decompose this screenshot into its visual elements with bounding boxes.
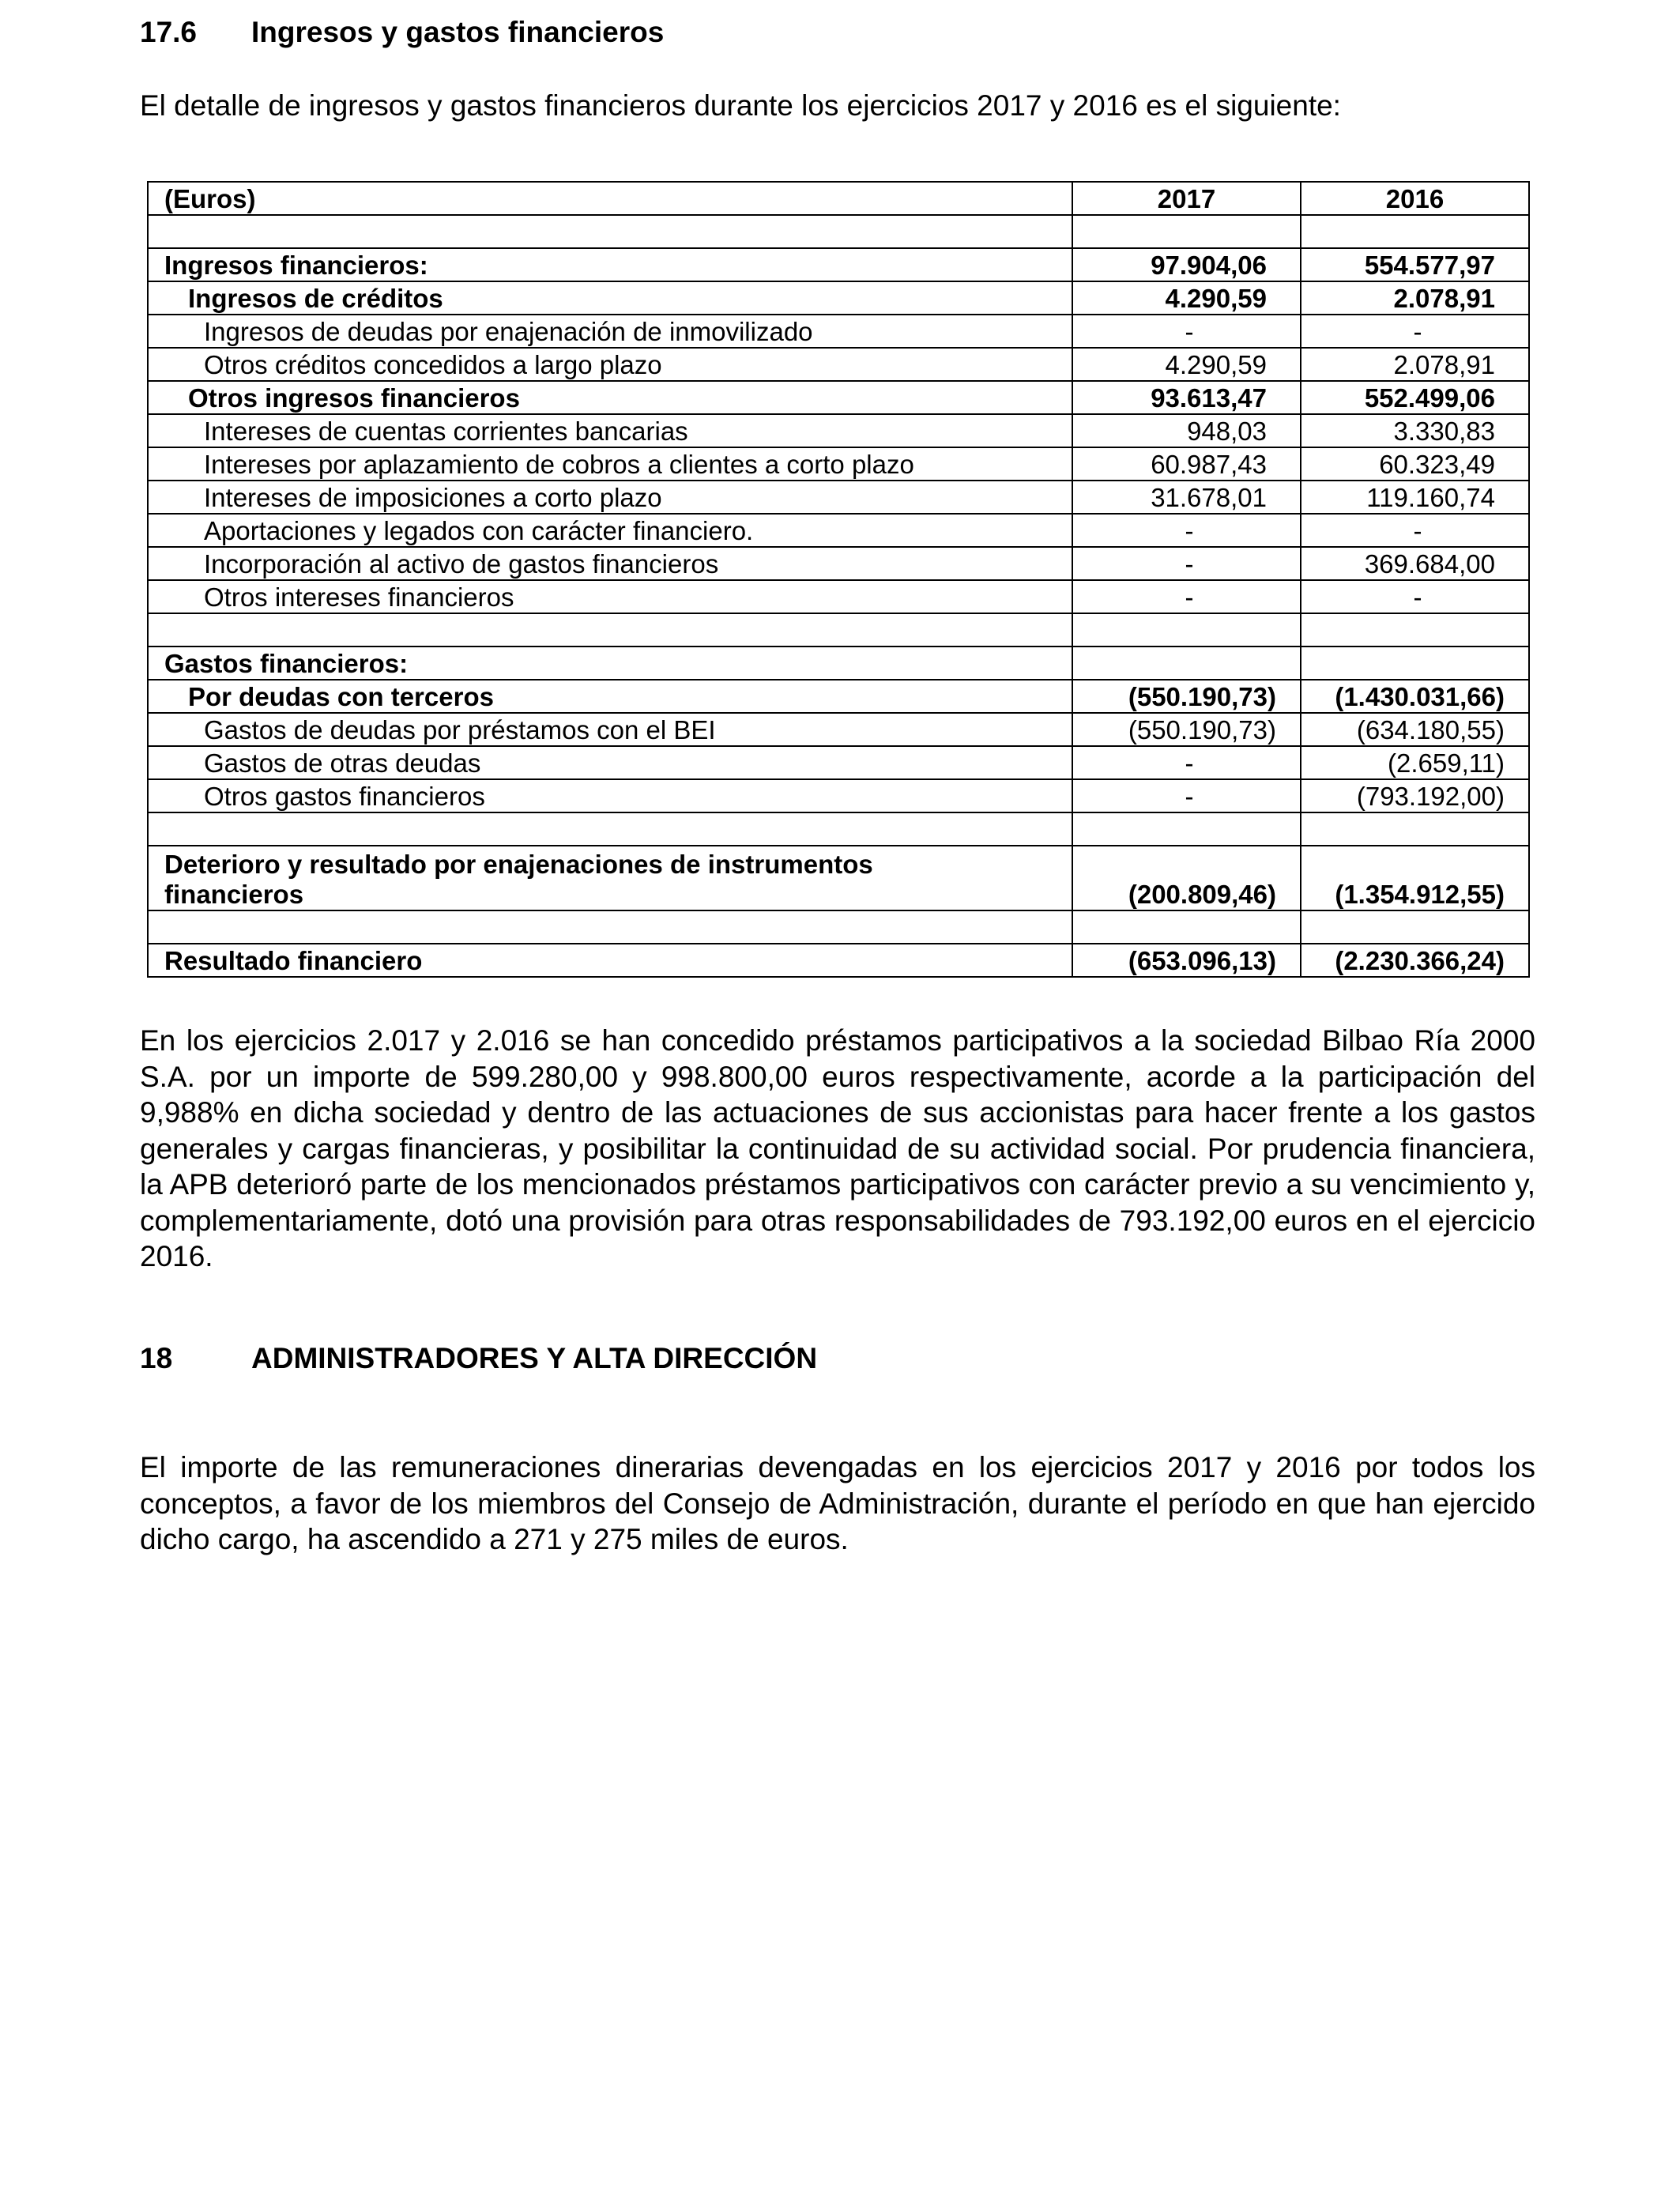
table-row-resultado-financiero bbox=[148, 944, 1529, 977]
row-label: Intereses de imposiciones a corto plazo bbox=[148, 481, 1072, 514]
table-row bbox=[148, 779, 1529, 812]
row-label bbox=[148, 910, 1072, 944]
row-label: Otros créditos concedidos a largo plazo bbox=[148, 348, 1072, 381]
row-value-2017: (200.809,46) bbox=[1072, 846, 1301, 910]
row-label bbox=[148, 613, 1072, 647]
table-row bbox=[148, 547, 1529, 580]
row-value-2016: (2.230.366,24) bbox=[1301, 944, 1529, 977]
row-value-2017: - bbox=[1072, 746, 1301, 779]
row-value-2016: 3.330,83 bbox=[1301, 414, 1529, 447]
table-row-spacer bbox=[148, 812, 1529, 846]
table-row bbox=[148, 514, 1529, 547]
row-label: Gastos de otras deudas bbox=[148, 746, 1072, 779]
row-value-2017: - bbox=[1072, 547, 1301, 580]
row-label: Ingresos de créditos bbox=[148, 281, 1072, 315]
row-value-2016: 554.577,97 bbox=[1301, 248, 1529, 281]
row-value-2016 bbox=[1301, 647, 1529, 680]
row-value-2017 bbox=[1072, 812, 1301, 846]
row-value-2017 bbox=[1072, 910, 1301, 944]
row-value-2016: 369.684,00 bbox=[1301, 547, 1529, 580]
row-value-2017 bbox=[1072, 647, 1301, 680]
header-2017-cell: 2017 bbox=[1072, 182, 1301, 215]
table-row-ingresos-financieros bbox=[148, 248, 1529, 281]
section-number: 18 bbox=[140, 1342, 173, 1374]
header-label-cell: (Euros) bbox=[148, 182, 1072, 215]
table-row-spacer bbox=[148, 910, 1529, 944]
row-label: Intereses por aplazamiento de cobros a clientes a corto plazo bbox=[148, 447, 1072, 481]
row-label: Incorporación al activo de gastos financieros bbox=[148, 547, 1072, 580]
row-value-2017: (550.190,73) bbox=[1072, 680, 1301, 713]
table-header-row bbox=[148, 182, 1529, 215]
row-value-2016: (793.192,00) bbox=[1301, 779, 1529, 812]
section-title: ADMINISTRADORES Y ALTA DIRECCIÓN bbox=[251, 1342, 818, 1374]
row-label: Gastos financieros: bbox=[148, 647, 1072, 680]
table-row-gastos-financieros bbox=[148, 647, 1529, 680]
row-value-2016: (1.354.912,55) bbox=[1301, 846, 1529, 910]
row-value-2016 bbox=[1301, 613, 1529, 647]
loans-paragraph: En los ejercicios 2.017 y 2.016 se han concedido préstamos participativos a la sociedad Bilbao Ría 2000 S.A. por un importe de 599.280,00 y 998.800,00 euros respectivamente, acorde a la participación del 9,988% en dicha sociedad y dentro de las actuaciones de sus accionistas para hacer frente a los gastos generales y cargas financieras, y posibilitar la continuidad de su actividad social. Por prudencia financiera, la APB deterioró parte de los mencionados préstamos participativos con carácter previo a su vencimiento y, complementariamente, dotó una provisión para otras responsabilidades de 793.192,00 euros en el ejercicio 2016. bbox=[140, 1024, 1535, 1272]
table-row-ingresos-creditos bbox=[148, 281, 1529, 315]
row-value-2016 bbox=[1301, 910, 1529, 944]
row-value-2016 bbox=[1301, 215, 1529, 248]
row-label: Ingresos de deudas por enajenación de inmovilizado bbox=[148, 315, 1072, 348]
row-value-2016: (1.430.031,66) bbox=[1301, 680, 1529, 713]
row-value-2017: 60.987,43 bbox=[1072, 447, 1301, 481]
header-2016-cell: 2016 bbox=[1301, 182, 1529, 215]
row-value-2016: (634.180,55) bbox=[1301, 713, 1529, 746]
section-heading-17-6 bbox=[140, 15, 664, 50]
table-row bbox=[148, 447, 1529, 481]
row-value-2017: - bbox=[1072, 514, 1301, 547]
row-value-2016: 2.078,91 bbox=[1301, 348, 1529, 381]
table-row-spacer bbox=[148, 215, 1529, 248]
table-row bbox=[148, 348, 1529, 381]
row-value-2017 bbox=[1072, 215, 1301, 248]
remuneration-paragraph: El importe de las remuneraciones dinerarias devengadas en los ejercicios 2017 y 2016 por todos los conceptos, a favor de los miembros del Consejo de Administración, durante el período en que han ejercido dicho cargo, ha ascendido a 271 y 275 miles de euros. bbox=[140, 1451, 1535, 1555]
table-row bbox=[148, 315, 1529, 348]
row-label bbox=[148, 812, 1072, 846]
table-row-deudas-terceros bbox=[148, 680, 1529, 713]
section-number: 17.6 bbox=[140, 16, 198, 48]
table-row-spacer bbox=[148, 613, 1529, 647]
row-value-2016: - bbox=[1301, 315, 1529, 348]
row-value-2017: 948,03 bbox=[1072, 414, 1301, 447]
row-value-2016 bbox=[1301, 812, 1529, 846]
row-value-2017: 31.678,01 bbox=[1072, 481, 1301, 514]
row-label: Ingresos financieros: bbox=[148, 248, 1072, 281]
row-label: Intereses de cuentas corrientes bancarias bbox=[148, 414, 1072, 447]
row-value-2017: 4.290,59 bbox=[1072, 281, 1301, 315]
row-value-2016: 552.499,06 bbox=[1301, 381, 1529, 414]
row-value-2016: (2.659,11) bbox=[1301, 746, 1529, 779]
row-value-2017: (653.096,13) bbox=[1072, 944, 1301, 977]
row-value-2016: - bbox=[1301, 580, 1529, 613]
row-label: Otros intereses financieros bbox=[148, 580, 1072, 613]
row-value-2016: 60.323,49 bbox=[1301, 447, 1529, 481]
row-label: Por deudas con terceros bbox=[148, 680, 1072, 713]
table-row bbox=[148, 414, 1529, 447]
table-row bbox=[148, 713, 1529, 746]
row-value-2017: (550.190,73) bbox=[1072, 713, 1301, 746]
row-value-2017: 93.613,47 bbox=[1072, 381, 1301, 414]
row-value-2017: - bbox=[1072, 580, 1301, 613]
row-value-2016: 2.078,91 bbox=[1301, 281, 1529, 315]
row-value-2016: - bbox=[1301, 514, 1529, 547]
table-row bbox=[148, 746, 1529, 779]
row-value-2017: - bbox=[1072, 779, 1301, 812]
row-label: Gastos de deudas por préstamos con el BEI bbox=[148, 713, 1072, 746]
table-row bbox=[148, 481, 1529, 514]
row-value-2016: 119.160,74 bbox=[1301, 481, 1529, 514]
row-label: Otros gastos financieros bbox=[148, 779, 1072, 812]
row-label bbox=[148, 215, 1072, 248]
table-row bbox=[148, 580, 1529, 613]
row-label: Aportaciones y legados con carácter financiero. bbox=[148, 514, 1072, 547]
table-row-deterioro bbox=[148, 846, 1529, 910]
row-label: Resultado financiero bbox=[148, 944, 1072, 977]
row-value-2017 bbox=[1072, 613, 1301, 647]
section-title: Ingresos y gastos financieros bbox=[251, 16, 665, 48]
row-value-2017: - bbox=[1072, 315, 1301, 348]
row-value-2017: 97.904,06 bbox=[1072, 248, 1301, 281]
row-label: Deterioro y resultado por enajenaciones de instrumentos financieros bbox=[148, 846, 1072, 910]
section-intro-text: El detalle de ingresos y gastos financieros durante los ejercicios 2017 y 2016 es el siguiente: bbox=[140, 89, 1341, 122]
table-row-otros-ingresos bbox=[148, 381, 1529, 414]
row-value-2017: 4.290,59 bbox=[1072, 348, 1301, 381]
section-heading-18 bbox=[140, 1341, 817, 1376]
row-label: Otros ingresos financieros bbox=[148, 381, 1072, 414]
financial-table bbox=[147, 181, 1530, 978]
